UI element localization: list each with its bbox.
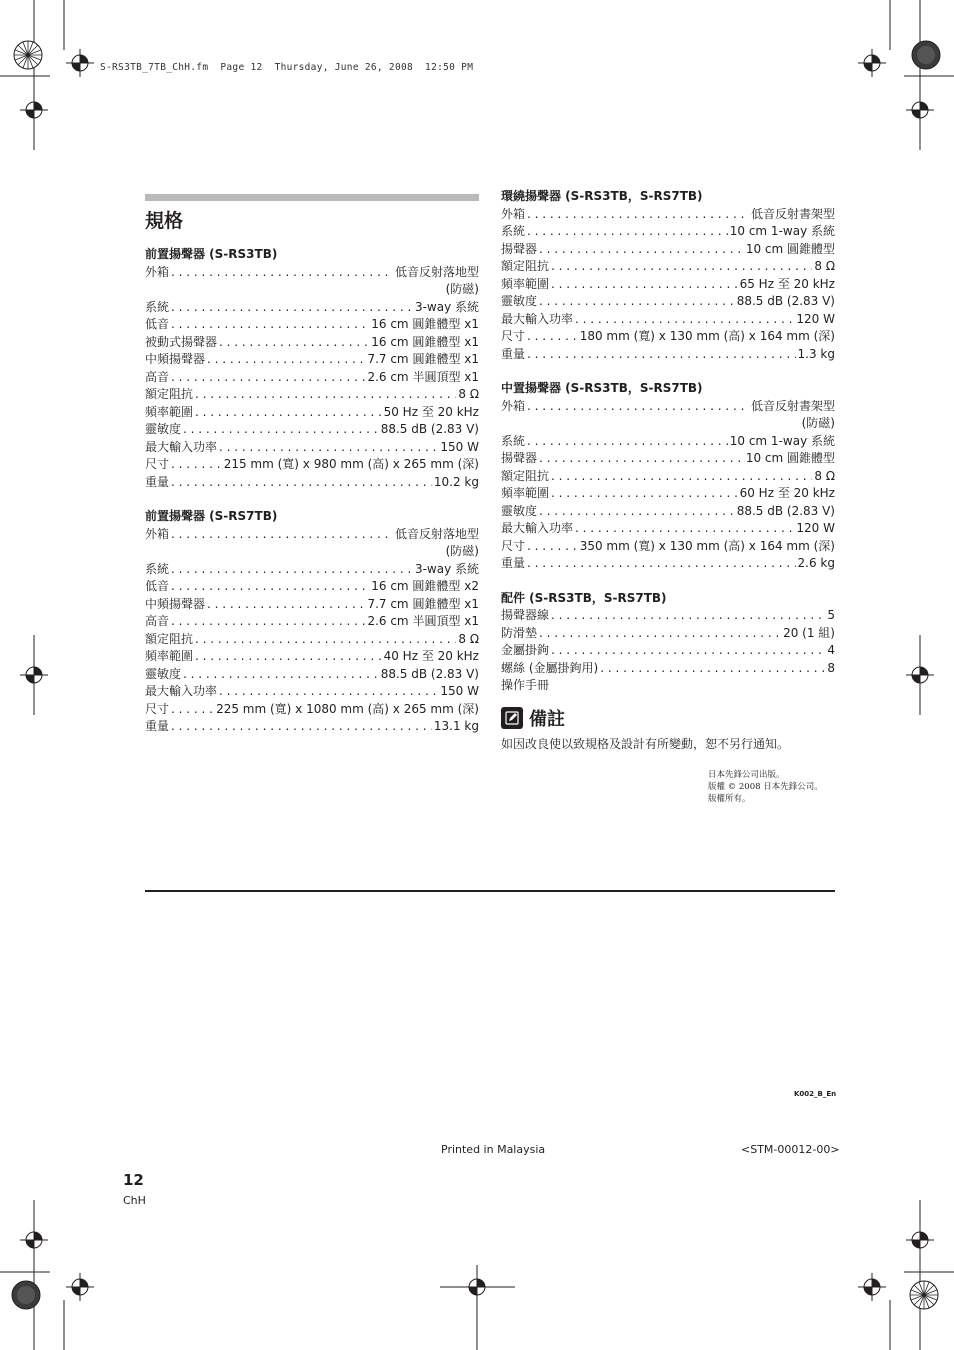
spec-label: 防滑墊 (501, 625, 538, 640)
spec-row (501, 223, 835, 241)
dot-leader (539, 503, 735, 521)
spec-value: 3-way 系統 (414, 299, 479, 314)
spec-label: 尺寸 (501, 329, 526, 343)
spec-value: 16 cm 圓錐體型 x1 (371, 317, 479, 331)
spec-value: 150 W (440, 439, 479, 454)
section-heading: 中置揚聲器 (S-RS3TB，S-RS7TB) (501, 381, 703, 395)
section-gap (145, 491, 479, 508)
dot-leader (219, 334, 369, 352)
dot-leader (207, 596, 365, 614)
spec-row (145, 439, 479, 457)
dot-leader (539, 293, 735, 311)
spec-value: 8 Ω (458, 387, 479, 401)
spec-label: 最大輸入功率 (501, 521, 574, 535)
dot-leader (527, 206, 749, 224)
section-gap (501, 363, 835, 380)
dot-leader (207, 351, 365, 369)
spec-label: 被動式揚聲器 (145, 334, 218, 349)
dot-leader (219, 683, 438, 701)
dot-leader (171, 369, 365, 387)
spec-label: 金屬掛鉤 (501, 643, 550, 657)
spec-value: 120 W (796, 311, 835, 326)
spec-label: 頻率範圍 (501, 486, 550, 500)
title-bar (145, 194, 479, 201)
dot-leader (539, 450, 744, 468)
dot-leader (183, 666, 379, 684)
spec-value: 4 (827, 643, 835, 657)
spec-label: 中頻揚聲器 (145, 352, 206, 366)
publisher-line: 日本先鋒公司出版。 (708, 770, 785, 780)
spec-label: 重量 (145, 474, 170, 489)
spec-value: 120 W (796, 521, 835, 535)
dot-leader (171, 456, 222, 474)
spec-value: 低音反射書架型 (750, 398, 835, 413)
spec-label: 靈敏度 (145, 666, 182, 681)
spec-row (501, 311, 835, 329)
dot-leader (171, 264, 393, 282)
spec-row (501, 503, 835, 521)
spec-label: 系統 (145, 299, 170, 314)
spec-label: 最大輸入功率 (145, 684, 218, 698)
spec-label: 靈敏度 (501, 294, 538, 308)
spec-value: 13.1 kg (433, 719, 479, 733)
spec-value: 88.5 dB (2.83 V) (380, 666, 479, 681)
spec-value: 8 (827, 660, 835, 675)
spec-value: 1.3 kg (797, 346, 835, 361)
dot-leader (195, 404, 382, 422)
spec-value: 8 Ω (814, 468, 835, 483)
spec-value: 150 W (440, 684, 479, 698)
publisher-info (708, 769, 823, 805)
spec-row (145, 596, 479, 614)
spec-value: 10 cm 1-way 系統 (729, 433, 835, 448)
spec-label: 額定阻抗 (501, 468, 550, 483)
spec-value: 88.5 dB (2.83 V) (736, 294, 835, 308)
spec-label: 尺寸 (145, 701, 170, 716)
spec-label: 螺絲 (金屬掛鉤用) (501, 660, 599, 675)
spec-value: 20 (1 組) (783, 625, 835, 640)
dot-leader (527, 538, 578, 556)
dot-leader (527, 555, 796, 573)
spec-label: 外箱 (145, 526, 170, 541)
spec-label: 揚聲器 (501, 241, 538, 256)
spec-label: 最大輸入功率 (145, 439, 218, 454)
spec-label: 高音 (145, 369, 170, 384)
spec-row (145, 369, 479, 387)
spec-value: 2.6 cm 半圓頂型 x1 (367, 369, 479, 384)
dot-leader (195, 386, 456, 404)
spec-label: 頻率範圍 (145, 404, 194, 419)
spec-row (501, 328, 835, 346)
spec-label: 頻率範圍 (501, 276, 550, 291)
spec-row (145, 683, 479, 701)
spec-row (501, 450, 835, 468)
spec-label: 揚聲器 (501, 451, 538, 465)
spec-row (501, 293, 835, 311)
specs-left-column (145, 246, 479, 736)
spec-value: 7.7 cm 圓錐體型 x1 (367, 352, 479, 366)
spec-value: 60 Hz 至 20 kHz (739, 486, 835, 500)
spec-value: 65 Hz 至 20 kHz (739, 276, 835, 291)
spec-label: 額定阻抗 (501, 259, 550, 273)
spec-row (501, 241, 835, 259)
spec-row (145, 456, 479, 474)
spec-row (501, 625, 835, 643)
dot-leader (527, 328, 578, 346)
spec-value: 10.2 kg (433, 474, 479, 489)
dot-leader (171, 561, 413, 579)
spec-value-continued: (防磁) (801, 416, 835, 430)
spec-value: 7.7 cm 圓錐體型 x1 (367, 596, 479, 611)
note-text: 如因改良使以致規格及設計有所變動，恕不另行通知。 (501, 736, 790, 751)
spec-value: 50 Hz 至 20 kHz (383, 404, 479, 419)
dot-leader (539, 241, 744, 259)
spec-label: 低音 (145, 579, 170, 593)
spec-row (501, 642, 835, 660)
spec-label: 重量 (145, 719, 170, 733)
spec-value: 10 cm 圓錐體型 (745, 451, 835, 465)
spec-value: 低音反射落地型 (394, 526, 479, 541)
spec-row (501, 346, 835, 364)
section-heading: 配件 (S-RS3TB，S-RS7TB) (501, 590, 667, 605)
dot-leader (551, 258, 812, 276)
spec-label: 揚聲器線 (501, 608, 550, 622)
dot-leader (527, 346, 796, 364)
spec-row (145, 334, 479, 352)
spec-row (501, 607, 835, 625)
spec-value: 88.5 dB (2.83 V) (736, 503, 835, 518)
spec-value: 16 cm 圓錐體型 x1 (371, 334, 479, 349)
spec-row (501, 433, 835, 451)
spec-label: 重量 (501, 346, 526, 361)
spec-row (501, 398, 835, 416)
spec-value: 低音反射落地型 (394, 264, 479, 279)
dot-leader (527, 398, 749, 416)
dot-leader (195, 631, 456, 649)
dot-leader (183, 421, 379, 439)
spec-value-continued: (防磁) (445, 282, 479, 296)
dot-leader (171, 526, 393, 544)
spec-label: 最大輸入功率 (501, 311, 574, 326)
spec-label: 高音 (145, 614, 170, 628)
dot-leader (551, 485, 738, 503)
section-heading: 環繞揚聲器 (S-RS3TB，S-RS7TB) (501, 189, 703, 203)
spec-label: 額定阻抗 (145, 631, 194, 646)
spec-row (145, 631, 479, 649)
spec-row (145, 561, 479, 579)
spec-value: 40 Hz 至 20 kHz (383, 649, 479, 663)
spec-row (145, 264, 479, 282)
spec-value: 16 cm 圓錐體型 x2 (371, 579, 479, 593)
dot-leader (171, 718, 432, 736)
spec-row (145, 351, 479, 369)
dot-leader (575, 520, 794, 538)
dot-leader (171, 578, 369, 596)
spec-row (145, 701, 479, 719)
note-header (501, 705, 835, 731)
spec-row (145, 666, 479, 684)
file-header: S-RS3TB_7TB_ChH.fm Page 12 Thursday, June 26, 2008 12:50 PM (100, 62, 474, 73)
spec-label: 重量 (501, 556, 526, 570)
spec-label: 中頻揚聲器 (145, 596, 206, 611)
spec-label: 尺寸 (145, 457, 170, 471)
dot-leader (171, 316, 369, 334)
page-language: ChH (123, 1194, 146, 1207)
spec-label: 外箱 (501, 398, 526, 413)
spec-value: 2.6 cm 半圓頂型 x1 (367, 614, 479, 628)
doc-code: K002_B_En (794, 1090, 837, 1098)
spec-row (501, 555, 835, 573)
dot-leader (600, 660, 825, 678)
spec-label: 額定阻抗 (145, 387, 194, 401)
stm-code: <STM-00012-00> (741, 1143, 840, 1156)
spec-row (145, 404, 479, 422)
spec-value: 10 cm 1-way 系統 (729, 224, 835, 238)
spec-value: 8 Ω (458, 631, 479, 646)
spec-row (501, 538, 835, 556)
spec-value: 低音反射書架型 (750, 206, 835, 221)
spec-label: 操作手冊 (501, 678, 550, 692)
dot-leader (171, 474, 432, 492)
spec-row (145, 718, 479, 736)
dot-leader (171, 299, 413, 317)
spec-row (145, 578, 479, 596)
spec-value-continued: (防磁) (445, 544, 479, 558)
spec-row (145, 316, 479, 334)
spec-label: 靈敏度 (501, 503, 538, 518)
publisher-line: 版權 © 2008 日本先鋒公司。 (708, 782, 823, 792)
spec-label: 外箱 (145, 264, 170, 279)
spec-label: 系統 (145, 561, 170, 576)
dot-leader (171, 701, 214, 719)
spec-row (145, 299, 479, 317)
spec-row (145, 613, 479, 631)
spec-row (145, 474, 479, 492)
specs-right-column (501, 188, 835, 753)
spec-row (145, 386, 479, 404)
spec-label: 尺寸 (501, 538, 526, 553)
spec-value: 10 cm 圓錐體型 (745, 241, 835, 256)
publisher-line: 版權所有。 (708, 794, 751, 804)
spec-row (501, 206, 835, 224)
spec-label: 靈敏度 (145, 422, 182, 436)
dot-leader (551, 468, 812, 486)
spec-value: 180 mm (寬) x 130 mm (高) x 164 mm (深) (579, 329, 835, 343)
spec-label: 低音 (145, 317, 170, 331)
spec-label: 頻率範圍 (145, 649, 194, 663)
dot-leader (219, 439, 438, 457)
spec-label: 系統 (501, 433, 526, 448)
spec-row (501, 485, 835, 503)
spec-row (501, 677, 835, 695)
dot-leader (539, 625, 781, 643)
section-heading: 前置揚聲器 (S-RS7TB) (145, 509, 278, 523)
spec-value: 8 Ω (814, 259, 835, 273)
starburst-tl (14, 41, 42, 69)
dot-leader (171, 613, 365, 631)
dot-leader (527, 433, 728, 451)
dot-leader (527, 223, 728, 241)
spec-value: 215 mm (寬) x 980 mm (高) x 265 mm (深) (223, 457, 479, 471)
spec-row (501, 660, 835, 678)
dot-leader (551, 276, 738, 294)
spec-label: 系統 (501, 224, 526, 238)
spec-value: 2.6 kg (797, 556, 835, 570)
pencil-note-icon (501, 707, 523, 729)
spec-row (145, 526, 479, 544)
spec-row (501, 276, 835, 294)
spec-value: 3-way 系統 (414, 561, 479, 576)
spec-row (145, 648, 479, 666)
spec-value: 225 mm (寬) x 1080 mm (高) x 265 mm (深) (216, 701, 479, 716)
printed-in: Printed in Malaysia (441, 1143, 546, 1156)
note-title: 備註 (529, 708, 565, 730)
dot-leader (575, 311, 794, 329)
dot-leader (551, 642, 825, 660)
spec-row (501, 468, 835, 486)
spec-value: 5 (827, 608, 835, 622)
dot-leader (195, 648, 382, 666)
section-gap (501, 573, 835, 590)
spec-row (501, 258, 835, 276)
page-number: 12 (123, 1171, 144, 1189)
spec-value: 350 mm (寬) x 130 mm (高) x 164 mm (深) (579, 538, 835, 553)
dot-leader (551, 607, 825, 625)
spec-row (501, 520, 835, 538)
spec-row (145, 421, 479, 439)
spec-value: 88.5 dB (2.83 V) (380, 422, 479, 436)
horizontal-rule (145, 890, 835, 892)
page-title: 規格 (145, 210, 184, 232)
section-heading: 前置揚聲器 (S-RS3TB) (145, 247, 278, 261)
spec-label: 外箱 (501, 206, 526, 221)
